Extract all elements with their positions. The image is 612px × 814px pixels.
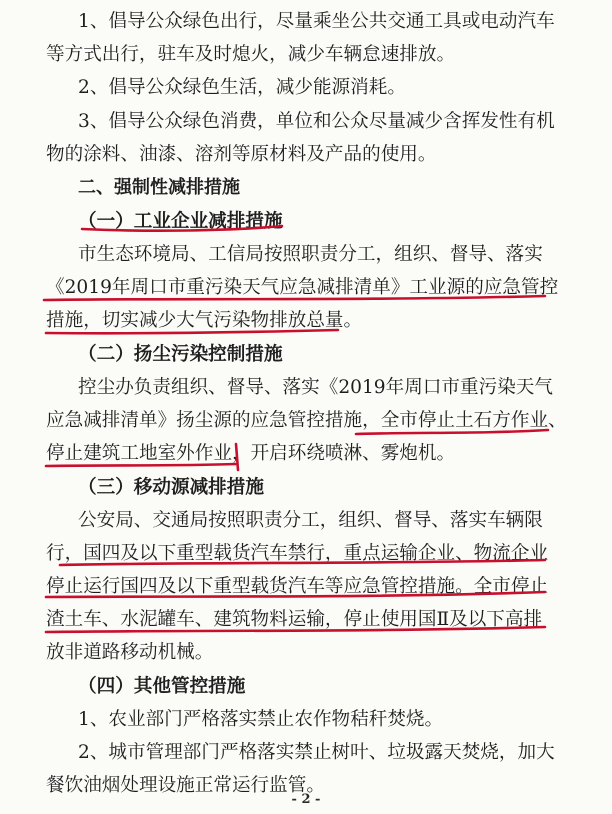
section-2-heading: 二、强制性减排措施 (78, 177, 240, 198)
item-2-line: 2、倡导公众绿色生活，减少能源消耗。 (78, 77, 406, 98)
sub-4-line-1: 1、农业部门严格落实禁止农作物秸秆焚烧。 (78, 709, 444, 730)
sub-3-line-4: 渣土车、水泥罐车、建筑物料运输，停止使用国Ⅱ及以下高排 (46, 609, 543, 630)
sub-4-line-2: 2、城市管理部门严格落实禁止树叶、垃圾露天焚烧，加大 (78, 742, 555, 763)
sub-2-line-1: 控尘办负责组织、督导、落实《2019年周口市重污染天气 (78, 377, 553, 398)
item-1-line-2: 等方式出行，驻车及时熄火，减少车辆怠速排放。 (46, 44, 456, 65)
sub-2-line-3: 停止建筑工地室外作业，开启环绕喷淋、雾炮机。 (46, 443, 456, 464)
sub-3-line-2: 行，国四及以下重型载货汽车禁行，重点运输企业、物流企业 (46, 543, 549, 564)
sub-4-line-3: 餐饮油烟处理设施正常运行监管。 (46, 775, 325, 796)
sub-2-line-2: 应急减排清单》扬尘源的应急管控措施，全市停止土石方作业、 (46, 410, 567, 431)
sub-3-line-1: 公安局、交通局按照职责分工，组织、督导、落实车辆限 (78, 510, 543, 531)
sub-1-line-3: 措施，切实减少大气污染物排放总量。 (46, 310, 363, 331)
sub-1-heading: （一）工业企业减排措施 (78, 211, 283, 232)
page-number: - 2 - (291, 792, 321, 807)
item-3-line-2: 物的涂料、油漆、溶剂等原材料及产品的使用。 (46, 144, 437, 165)
sub-2-heading: （二）扬尘污染控制措施 (78, 344, 283, 365)
sub-1-line-1: 市生态环境局、工信局按照职责分工，组织、督导、落实 (78, 244, 543, 265)
sub-3-line-3: 停止运行国四及以下重型载货汽车等应急管控措施。全市停止 (46, 576, 549, 597)
sub-3-heading: （三）移动源减排措施 (78, 477, 264, 498)
sub-4-heading: （四）其他管控措施 (78, 676, 246, 697)
sub-3-line-5: 放非道路移动机械。 (46, 642, 214, 663)
sub-1-line-2: 《2019年周口市重污染天气应急减排清单》工业源的应急管控 (46, 277, 559, 298)
item-3-line-1: 3、倡导公众绿色消费，单位和公众尽量减少含挥发性有机 (78, 111, 555, 132)
item-1-line-1: 1、倡导公众绿色出行，尽量乘坐公共交通工具或电动汽车 (78, 11, 555, 32)
